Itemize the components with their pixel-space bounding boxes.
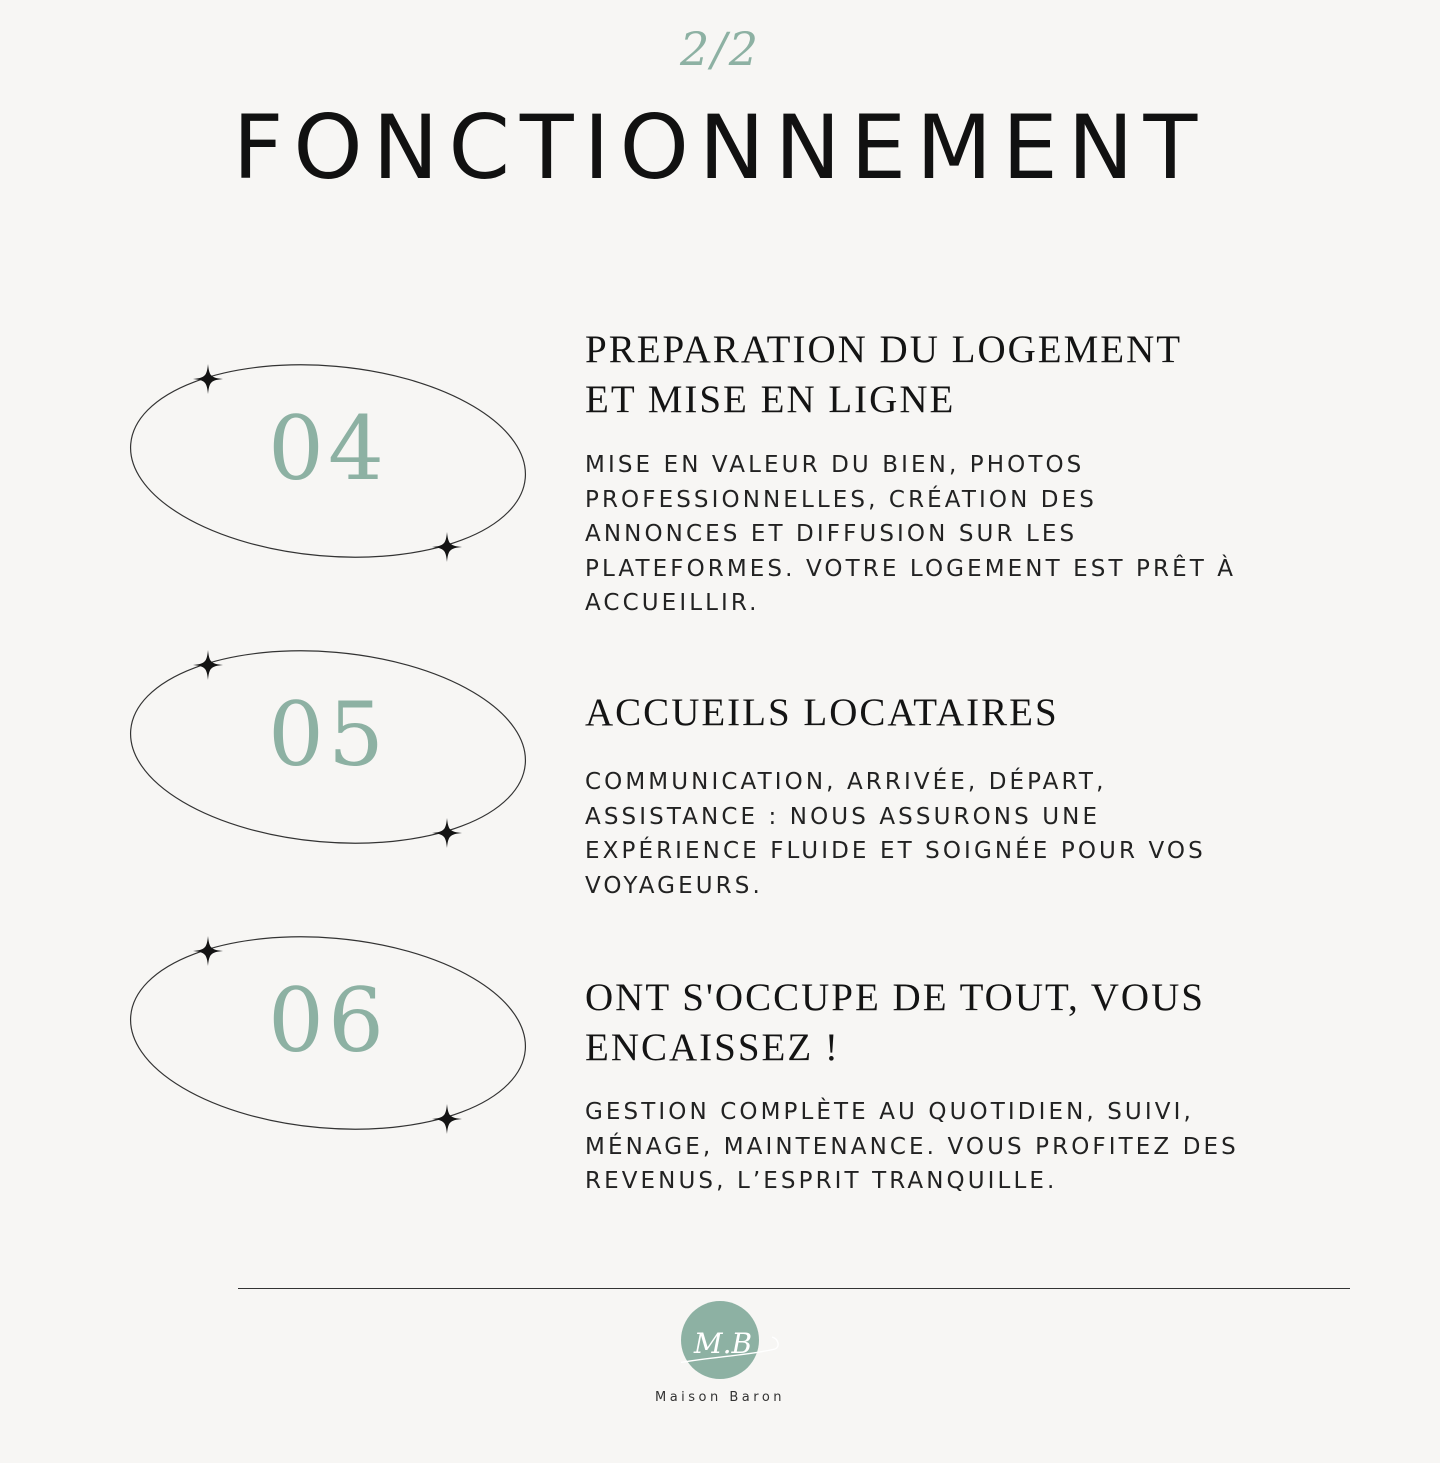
step-05: [0, 641, 1440, 911]
description-line: REVENUS, L’ESPRIT TRANQUILLE.: [585, 1168, 1058, 1195]
step-description: [585, 448, 1345, 621]
sparkle-star-icon: [432, 1104, 462, 1134]
heading-line: ACCUEILS LOCATAIRES: [585, 691, 1059, 734]
description-line: ANNONCES ET DIFFUSION SUR LES: [585, 521, 1078, 548]
page-title: FONCTIONNEMENT: [232, 96, 1208, 199]
description-line: ASSISTANCE : NOUS ASSURONS UNE: [585, 803, 1101, 830]
heading-line: ENCAISSEZ !: [585, 1026, 840, 1069]
description-line: PROFESSIONNELLES, CRÉATION DES: [585, 486, 1097, 513]
step-heading: [585, 688, 1325, 738]
step-number: 04: [268, 397, 388, 500]
step-06: [0, 927, 1440, 1207]
sparkle-star-icon: [193, 936, 223, 966]
description-line: MÉNAGE, MAINTENANCE. VOUS PROFITEZ DES: [585, 1133, 1239, 1160]
sparkle-star-icon: [193, 364, 223, 394]
page-counter: 2/2: [679, 22, 761, 76]
sparkle-star-icon: [193, 650, 223, 680]
step-number: 06: [268, 969, 388, 1072]
step-description: [585, 1095, 1345, 1199]
logo-monogram: M.B: [693, 1327, 753, 1360]
step-description: [585, 765, 1345, 903]
heading-line: ET MISE EN LIGNE: [585, 378, 956, 421]
brand-name: Maison Baron: [654, 1390, 786, 1405]
description-line: MISE EN VALEUR DU BIEN, PHOTOS: [585, 452, 1085, 478]
step-heading: [585, 325, 1325, 425]
step-number: 05: [268, 683, 388, 786]
description-line: EXPÉRIENCE FLUIDE ET SOIGNÉE POUR VOS: [585, 838, 1206, 865]
sparkle-star-icon: [432, 818, 462, 848]
description-line: PLATEFORMES. VOTRE LOGEMENT EST PRÊT À: [585, 555, 1237, 582]
step-heading: [585, 973, 1325, 1073]
sparkle-star-icon: [432, 532, 462, 562]
description-line: GESTION COMPLÈTE AU QUOTIDIEN, SUIVI,: [585, 1099, 1194, 1125]
heading-line: ONT S'OCCUPE DE TOUT, VOUS: [585, 976, 1205, 1019]
footer-divider: [238, 1288, 1350, 1289]
step-04: [0, 328, 1440, 645]
description-line: ACCUEILLIR.: [585, 590, 760, 617]
brand-logo-icon: [681, 1300, 781, 1382]
description-line: COMMUNICATION, ARRIVÉE, DÉPART,: [585, 769, 1107, 795]
description-line: VOYAGEURS.: [585, 872, 763, 899]
heading-line: PREPARATION DU LOGEMENT: [585, 328, 1183, 371]
